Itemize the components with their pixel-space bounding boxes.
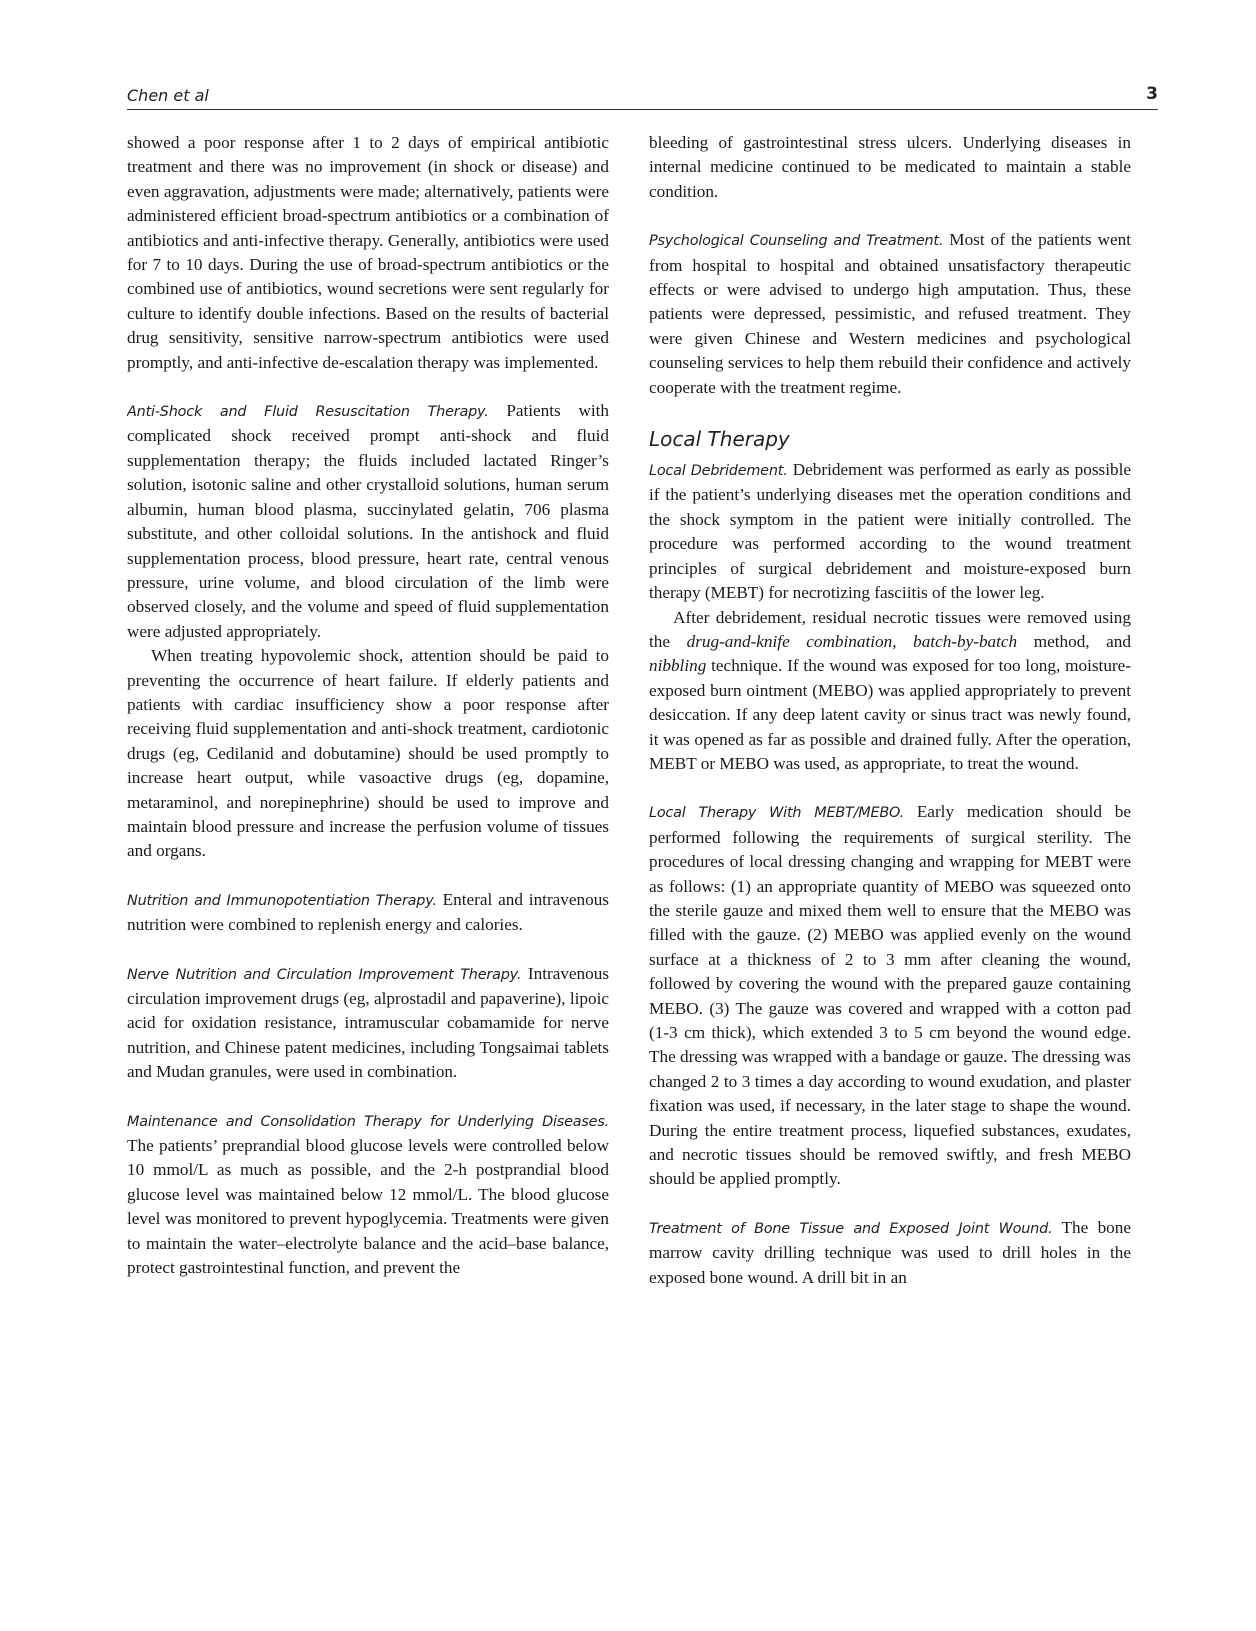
paragraph-text: The patients’ preprandial blood glucose levels were controlled below 10 mmol/L as much as possible, and the 2-h postprandial blood glucose level was maintained below 12 mmol/L. The blood glucose level was monitored to prevent hypoglycemia. Treatments were given to maintain the water–electrolyte balance and the acid–base balance, protect gastrointestinal function, and prevent the xyxy=(127,1136,609,1278)
run-in-heading: Psychological Counseling and Treatment. xyxy=(649,233,944,250)
run-in-heading: Maintenance and Consolidation Therapy for Underlying Diseases. xyxy=(127,1113,609,1130)
paragraph: When treating hypovolemic shock, attention should be paid to preventing the occurrence of heart failure. If elderly patients and patients with cardiac insufficiency show a poor response after receiving fluid supplementation and anti-shock treatment, cardiotonic drugs (eg, Cedilanid and dobutamine) should be used promptly to increase heart output, while vasoactive drugs (eg, dopamine, metaraminol, and norepinephrine) should be used to improve and maintain blood pressure and increase the perfusion volume of tissues and organs. xyxy=(127,646,609,861)
paragraph-bone xyxy=(649,1216,1131,1290)
left-column xyxy=(127,131,609,1571)
running-head: Chen et al xyxy=(127,86,209,105)
paragraph-text: After debridement, residual necrotic tissues were removed using the xyxy=(649,607,1131,651)
italic-term: nibbling xyxy=(649,656,707,676)
paragraph-text: technique. If the wound was exposed for too long, moisture-exposed burn ointment (MEBO) was applied appropriately to prevent desiccation. If any deep latent cavity or sinus tract was newly found, it was opened as far as possible and drained fully. After the operation, MEBT or MEBO was used, as appropriate, to treat the wound. xyxy=(649,656,1131,773)
page-number: 3 xyxy=(1146,84,1158,104)
paragraph: bleeding of gastrointestinal stress ulcers. Underlying diseases in internal medicine continued to be medicated to maintain a stable condition. xyxy=(649,133,1131,201)
run-in-heading: Local Debridement. xyxy=(649,463,788,480)
paragraph-debridement xyxy=(649,458,1131,605)
paragraph: showed a poor response after 1 to 2 days of empirical antibiotic treatment and there was no improvement (in shock or disease) and even aggravation, adjustments were made; alternatively, patients were administered efficient broad-spectrum antibiotics or a combination of antibiotics and anti-infective therapy. Generally, antibiotics were used for 7 to 10 days. During the use of broad-spectrum antibiotics or the combined use of antibiotics, wound secretions were sent regularly for culture to identify double infections. Based on the results of bacterial drug sensitivity, sensitive narrow-spectrum antibiotics were used promptly, and anti-infective de-escalation therapy was implemented. xyxy=(127,133,609,372)
paragraph-text: The bone marrow cavity drilling technique was used to drill holes in the exposed bone wound. A drill bit in an xyxy=(649,1217,1131,1287)
run-in-heading: Local Therapy With MEBT/MEBO. xyxy=(649,805,904,822)
paragraph-mebt xyxy=(649,800,1131,1192)
section-title: Local Therapy xyxy=(649,427,790,452)
paragraph-text: Debridement was performed as early as possible if the patient’s underlying diseases met the operation conditions and the shock symptom in the patient were initially controlled. The procedure was performed according to the wound treatment principles of surgical debridement and moisture-exposed burn therapy (MEBT) for necrotizing fasciitis of the lower leg. xyxy=(649,460,1131,603)
run-in-heading: Treatment of Bone Tissue and Exposed Joint Wound. xyxy=(649,1220,1053,1237)
paragraph-text: method, and xyxy=(1033,631,1131,651)
run-in-heading: Anti-Shock and Fluid Resuscitation Therapy. xyxy=(127,404,489,421)
paragraph-text: Enteral and intravenous nutrition were combined to replenish energy and calories. xyxy=(127,889,609,935)
header-rule xyxy=(127,109,1158,110)
paragraph-text: Patients with complicated shock received prompt anti-shock and fluid supplementation therapy; the fluids included lactated Ringer’s solution, isotonic saline and other crystalloid solutions, human serum albumin, human blood plasma, succinylated gelatin, 706 plasma substitute, and other colloidal solutions. In the antishock and fluid supplementation process, blood pressure, heart rate, central venous pressure, urine volume, and blood circulation of the limb were observed closely, and the volume and speed of fluid supplementation were adjusted appropriately. xyxy=(127,401,609,641)
paragraph-text: Early medication should be performed following the requirements of surgical sterility. The procedures of local dressing changing and wrapping for MEBT were as follows: (1) an appropriate quantity of MEBO was squeezed onto the sterile gauze and mixed them well to ensure that the MEBO was filled with the gauze. (2) MEBO was applied evenly on the wound surface at a thickness of 2 to 3 mm after cleaning the wound, followed by covering the wound with the prepared gauze containing MEBO. (3) The gauze was covered and wrapped with a cotton pad (1-3 cm thick), which extended 3 to 5 cm beyond the wound edge. The dressing was wrapped with a bandage or gauze. The dressing was changed 2 to 3 times a day according to wound exudation, and plaster fixation was used, if necessary, in the later stage to shape the wound. During the entire treatment process, liquefied substances, exudates, and necrotic tissues should be removed swiftly, and fresh MEBO should be applied promptly. xyxy=(649,802,1131,1189)
italic-term: drug-and-knife combination, batch-by-batch xyxy=(686,631,1018,651)
paragraph-anti-shock xyxy=(127,399,609,644)
paragraph-psychological xyxy=(649,228,1131,400)
paragraph-maintenance xyxy=(127,1109,609,1281)
paragraph-text: Most of the patients went from hospital to hospital and obtained unsatisfactory therapeutic effects or were advised to undergo high amputation. Thus, these patients were depressed, pessimistic, and refused treatment. They were given Chinese and Western medicines and psychological counseling services to help them rebuild their confidence and actively cooperate with the treatment regime. xyxy=(649,230,1131,397)
run-in-heading: Nerve Nutrition and Circulation Improvement Therapy. xyxy=(127,966,522,983)
run-in-heading: Nutrition and Immunopotentiation Therapy. xyxy=(127,892,437,909)
paragraph-text: Intravenous circulation improvement drugs (eg, alprostadil and papaverine), lipoic acid for oxidation resistance, intramuscular cobamamide for nerve nutrition, and Chinese patent medicines, including Tongsaimai tablets and Mudan granules, were used in combination. xyxy=(127,963,609,1082)
paragraph-nerve xyxy=(127,962,609,1085)
paragraph-nutrition xyxy=(127,888,609,938)
right-column xyxy=(649,131,1131,1571)
paragraph-after-debridement xyxy=(649,606,1131,777)
